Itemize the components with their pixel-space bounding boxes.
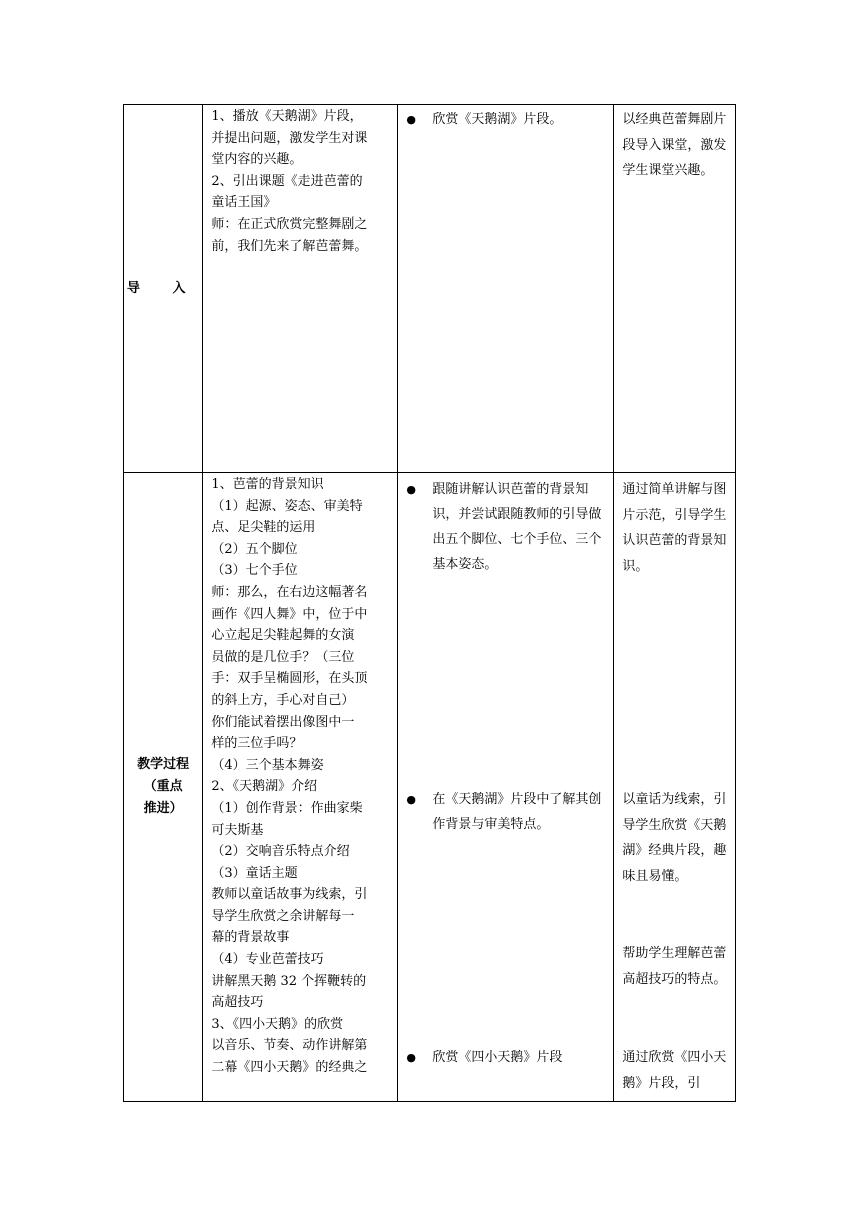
process-line: （4）专业芭蕾技巧: [211, 952, 324, 968]
activity-item: [398, 477, 613, 577]
process-line: 前，我们先来了解芭蕾舞。: [211, 238, 368, 254]
bullet-icon: ●: [406, 483, 416, 496]
design-intent-cell: [614, 473, 736, 1102]
process-line: 二幕《四小天鹅》的经典之: [211, 1060, 368, 1076]
process-line: （2）交响音乐特点介绍: [211, 844, 350, 860]
bullet-icon: ●: [406, 793, 416, 806]
process-line: （2）五个脚位: [211, 541, 298, 557]
intent-text: 通过欣赏《四小天鹅》片段，引: [622, 1050, 727, 1091]
process-line: 2、《天鹅湖》介绍: [211, 779, 318, 795]
stage-label: [124, 473, 202, 1101]
process-line: 手：双手呈椭圆形，在头顶: [211, 671, 368, 687]
intent-text: 以童话为线索，引导学生欣赏《天鹅湖》经典片段，趣味且易懂。: [622, 792, 727, 884]
bullet-icon: ●: [406, 1051, 416, 1064]
process-text: [203, 473, 397, 1079]
stage-label-line: 教学过程: [137, 757, 190, 772]
process-line: 教师以童话故事为线索，引: [211, 887, 368, 903]
process-line: 画作《四人舞》中，位于中: [211, 606, 368, 622]
process-line: 师：在正式欣赏完整舞剧之: [211, 216, 368, 232]
table-row-intro: [124, 105, 736, 473]
process-line: 童话王国》: [211, 195, 277, 211]
intent-text: 以经典芭蕾舞剧片段导入课堂，激发学生课堂兴趣。: [622, 112, 727, 178]
process-line: 并提出问题，激发学生对课: [211, 130, 368, 146]
lesson-plan-table: [123, 104, 736, 1102]
activity-item: [398, 787, 613, 837]
stage-cell: [124, 473, 203, 1102]
activity-text: 欣赏《天鹅湖》片段。: [432, 112, 563, 127]
process-line: 3、《四小天鹅》的欣赏: [211, 1016, 344, 1032]
process-line: 高超技巧: [211, 995, 264, 1011]
process-text: [203, 105, 397, 257]
process-line: 点、足尖鞋的运用: [211, 520, 316, 536]
process-line: 幕的背景故事: [211, 930, 290, 946]
process-line: 你们能试着摆出像图中一: [211, 714, 355, 730]
process-line: （1）创作背景：作曲家柴: [211, 800, 363, 816]
intent-text: 帮助学生理解芭蕾高超技巧的特点。: [622, 946, 727, 987]
stage-cell: [124, 105, 203, 473]
process-line: 可夫斯基: [211, 822, 264, 838]
process-line: 的斜上方，手心对自己）: [211, 692, 355, 708]
process-line: 1、播放《天鹅湖》片段，: [211, 109, 363, 124]
stage-label-line: 推进）: [143, 801, 183, 816]
activity-text: 跟随讲解认识芭蕾的背景知识，并尝试跟随教师的引导做出五个脚位、七个手位、三个基本姿态。: [432, 482, 602, 572]
process-line: （1）起源、姿态、审美特: [211, 498, 363, 514]
student-activity-cell: [398, 105, 614, 473]
process-line: （3）童话主题: [211, 865, 298, 881]
activity-text: 在《天鹅湖》片段中了解其创作背景与审美特点。: [432, 792, 602, 832]
activity-item: [398, 1045, 613, 1070]
process-line: 师：那么，在右边这幅著名: [211, 584, 368, 600]
design-intent-cell: [614, 105, 736, 473]
activity-text: 欣赏《四小天鹅》片段: [432, 1050, 563, 1065]
process-line: 讲解黑天鹅 32 个挥鞭转的: [211, 973, 367, 989]
process-cell: [203, 105, 398, 473]
process-line: 导学生欣赏之余讲解每一: [211, 908, 355, 924]
stage-label: 导 入: [126, 280, 200, 296]
student-activity-cell: [398, 473, 614, 1102]
process-line: 以音乐、节奏、动作讲解第: [211, 1038, 368, 1054]
intent-text: 通过简单讲解与图片示范，引导学生认识芭蕾的背景知识。: [622, 482, 727, 574]
process-line: 堂内容的兴趣。: [211, 152, 303, 168]
process-cell: [203, 473, 398, 1102]
process-line: （3）七个手位: [211, 563, 298, 579]
process-line: 心立起足尖鞋起舞的女演: [211, 628, 355, 644]
activity-item: [398, 107, 613, 132]
process-line: （4）三个基本舞姿: [211, 757, 324, 773]
process-line: 员做的是几位手？（三位: [211, 649, 355, 665]
stage-label-line: （重点: [143, 779, 183, 794]
bullet-icon: ●: [406, 113, 416, 126]
table-row-process: [124, 473, 736, 1102]
process-line: 2、引出课题《走进芭蕾的: [211, 173, 363, 189]
process-line: 1、芭蕾的背景知识: [211, 477, 324, 492]
process-line: 样的三位手吗？: [211, 736, 303, 752]
